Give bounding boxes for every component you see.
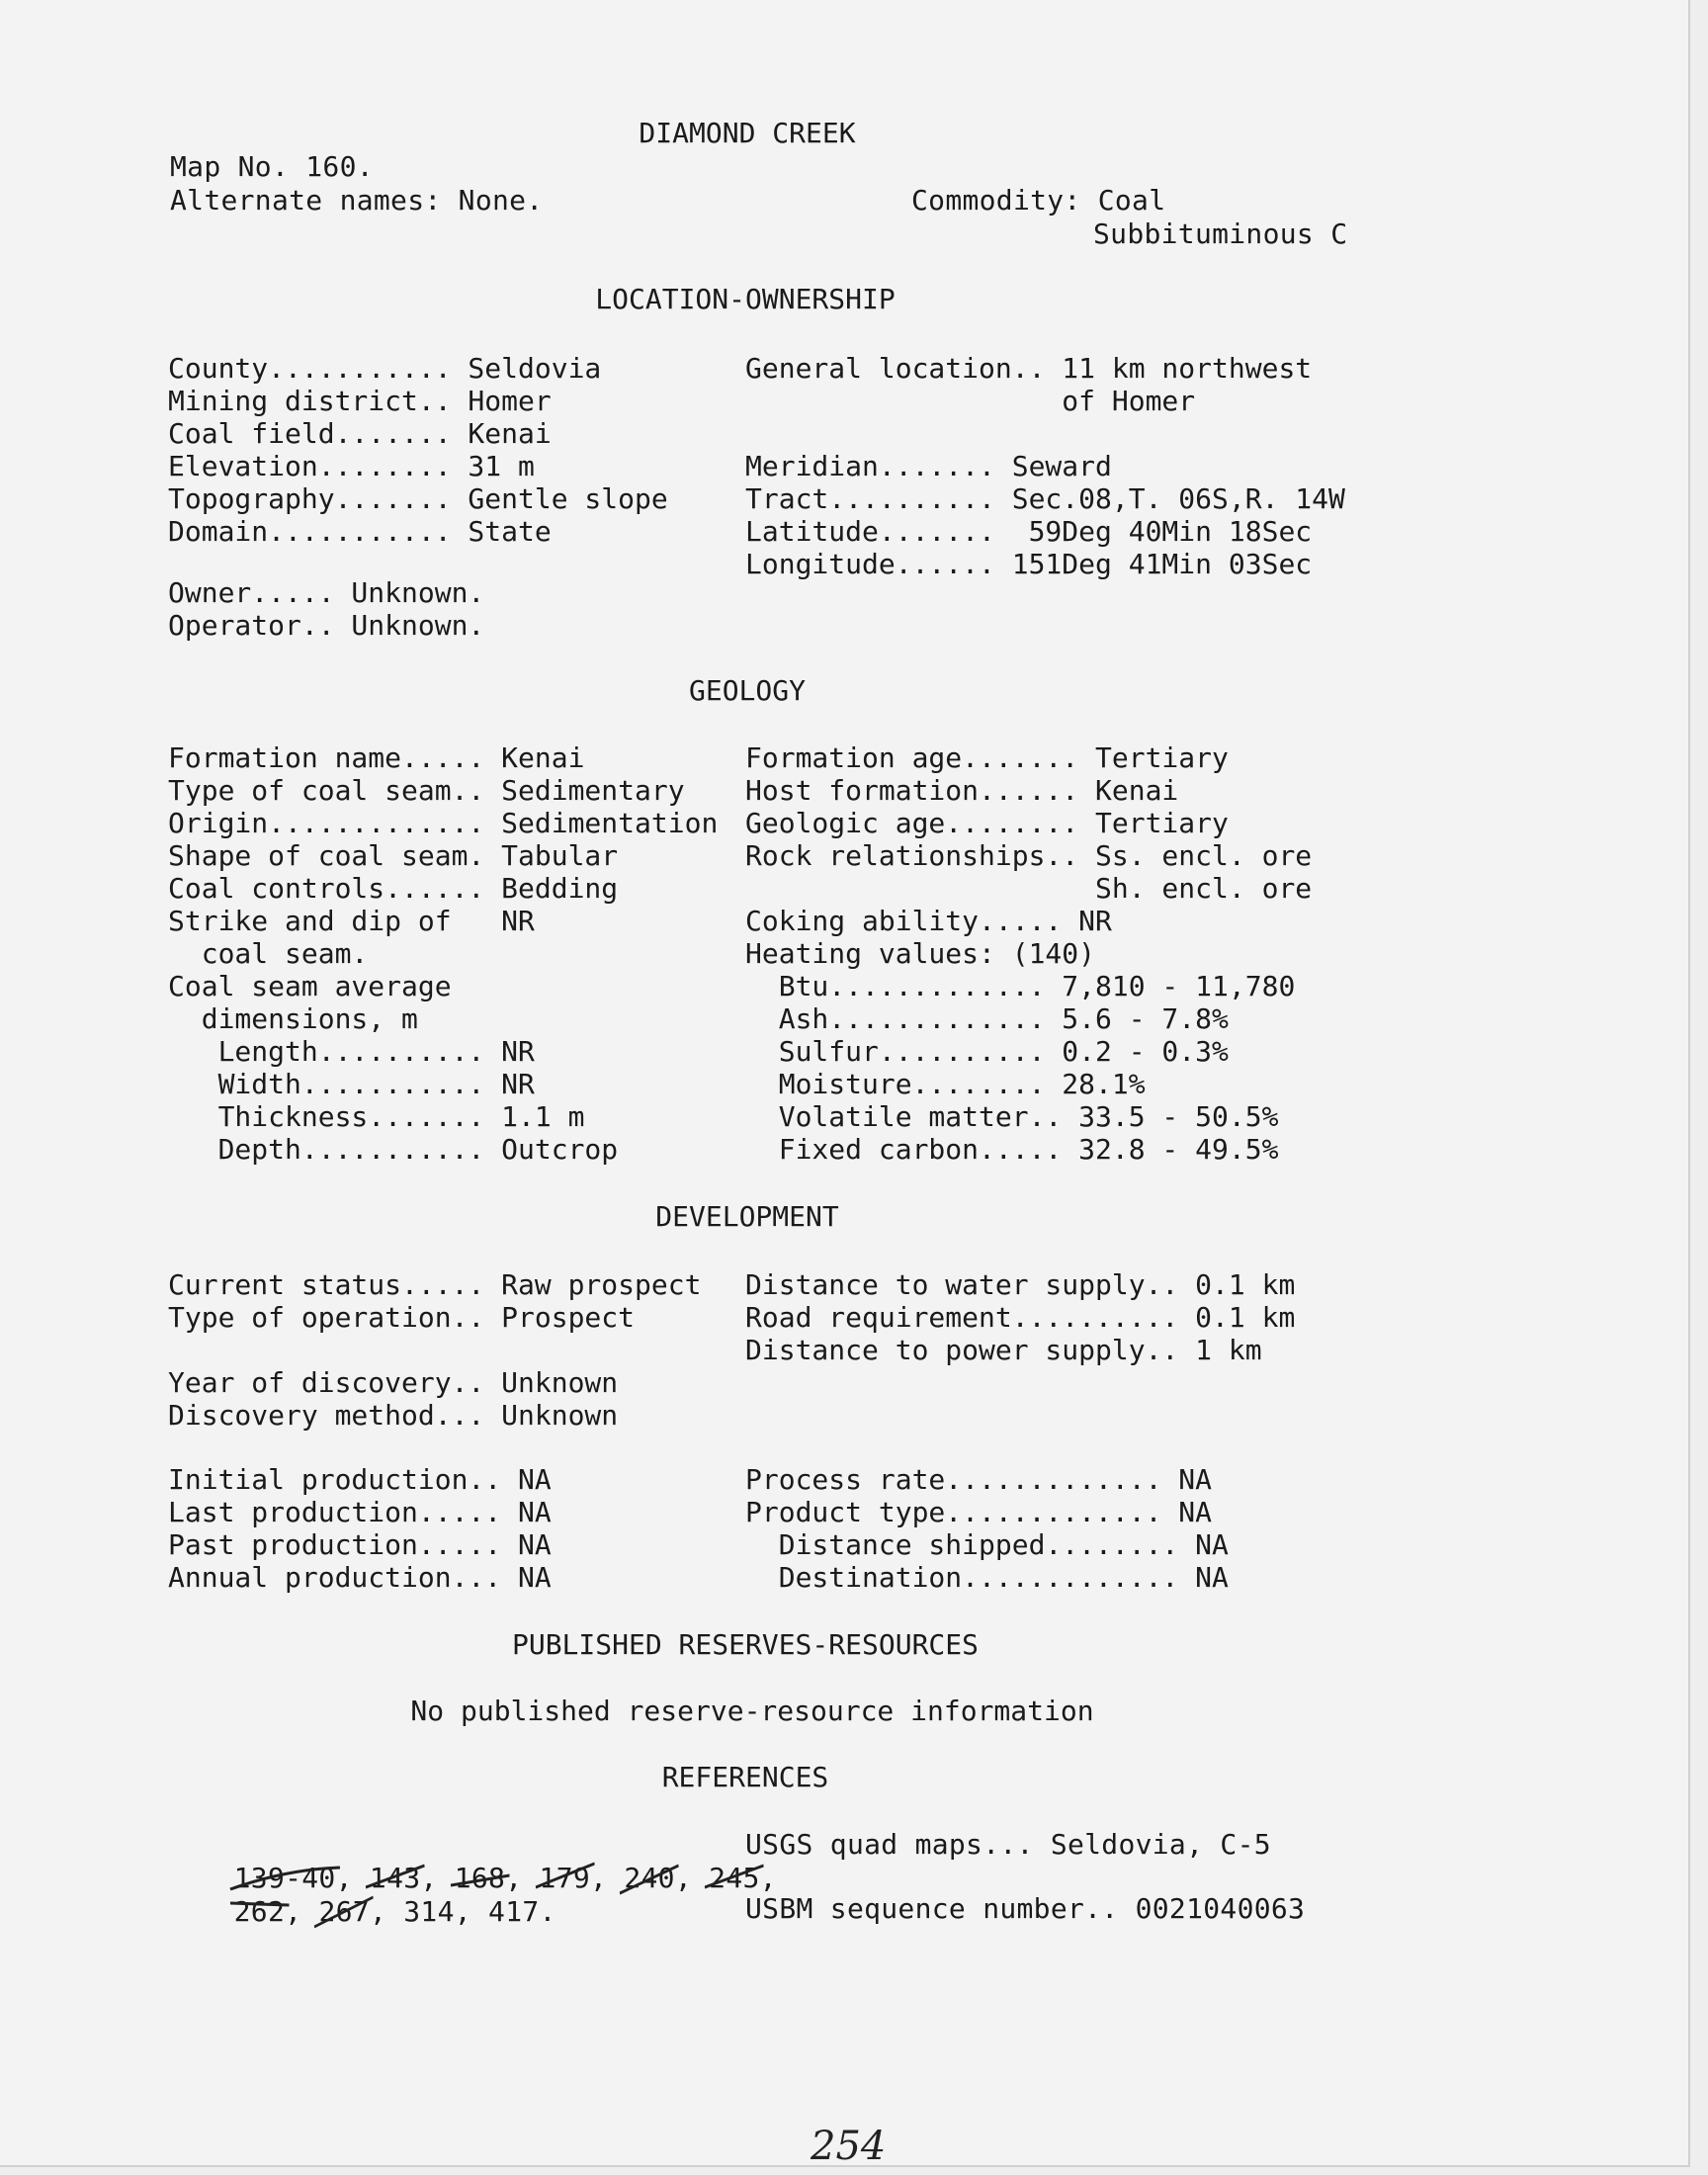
location-field: Elevation........ 31 m [168,450,535,482]
development-left-column [168,1268,701,1334]
geology-field: Width........... NR [168,1068,535,1100]
development-field: Current status..... Raw prospect [168,1268,702,1301]
geology-field: Fixed carbon..... 32.8 - 49.5% [745,1133,1279,1166]
section-heading-location: LOCATION-OWNERSHIP [595,283,896,315]
production-field: Last production..... NA [168,1496,552,1528]
geology-left-column [168,741,718,1166]
production-field: Past production..... NA [168,1528,552,1561]
strike-mark [314,1897,373,1927]
location-field: Coal field....... Kenai [168,417,552,450]
struck-reference: 168 [455,1862,505,1895]
geology-field: Coking ability..... NR [745,905,1112,937]
struck-reference: 143 [370,1862,420,1895]
geology-field: Length.......... NR [168,1035,535,1068]
geology-field: Strike and dip of NR [168,905,535,937]
discovery-block [168,1366,618,1432]
alternate-names: Alternate names: None. [170,184,544,217]
geology-field: Sh. encl. ore [745,872,1313,905]
handwritten-page-number: 254 [811,2124,887,2169]
commodity-type: Subbituminous C [1093,218,1348,250]
geology-field: Formation name..... Kenai [168,741,585,774]
map-number: Map No. 160. [170,150,374,183]
production-field: Annual production... NA [168,1561,552,1594]
usgs-quad-maps: USGS quad maps... Seldovia, C-5 [745,1828,1271,1861]
production-field: Product type............. NA [745,1496,1213,1528]
struck-reference: 240 [624,1862,674,1895]
reference-list-line-1: 139-40 , 143 , 168 , 179 , 240 , 245 , [166,1828,777,1895]
development-field: Distance to water supply.. 0.1 km [745,1268,1296,1301]
remaining-references: 314, 417. [403,1895,556,1928]
location-field: General location.. 11 km northwest [745,352,1313,385]
production-field: Initial production.. NA [168,1463,552,1496]
geology-field: Btu............. 7,810 - 11,780 [745,970,1296,1002]
location-field: Meridian....... Seward [745,450,1112,482]
geology-field: Coal controls...... Bedding [168,872,619,905]
geology-field: Sulfur.......... 0.2 - 0.3% [745,1035,1229,1068]
geology-field: Heating values: (140) [745,937,1096,970]
development-field: Discovery method... Unknown [168,1399,619,1432]
struck-reference: 262 [234,1895,285,1929]
geology-field: Depth........... Outcrop [168,1133,619,1166]
geology-field: Thickness....... 1.1 m [168,1100,585,1133]
owner-field: Owner..... Unknown. [168,576,485,609]
document-title: DIAMOND CREEK [639,117,856,149]
location-right-column [745,352,1345,580]
usbm-sequence-number: USBM sequence number.. 0021040063 [745,1892,1306,1925]
development-field: Distance to power supply.. 1 km [745,1334,1262,1366]
location-field: Topography....... Gentle slope [168,482,668,515]
geology-right-column [745,741,1312,1166]
ownership-block [168,576,484,642]
development-right-column [745,1268,1295,1366]
location-field: Domain........... State [168,515,552,548]
reserves-text: No published reserve-resource information [410,1695,1094,1727]
geology-field: Formation age....... Tertiary [745,741,1229,774]
production-field: Process rate............. NA [745,1463,1213,1496]
geology-field: Moisture........ 28.1% [745,1068,1146,1100]
geology-field: Rock relationships.. Ss. encl. ore [745,839,1313,872]
section-heading-development: DEVELOPMENT [655,1200,839,1233]
geology-field: Geologic age........ Tertiary [745,807,1229,839]
geology-field: Shape of coal seam. Tabular [168,839,619,872]
section-heading-reserves: PUBLISHED RESERVES-RESOURCES [511,1628,979,1661]
location-left-column [168,352,668,548]
struck-reference: 179 [540,1862,590,1895]
struck-reference: 139-40 [234,1862,336,1895]
geology-field: Coal seam average [168,970,452,1002]
operator-field: Operator.. Unknown. [168,609,485,642]
location-field: Tract.......... Sec.08,T. 06S,R. 14W [745,482,1345,515]
production-field: Destination............. NA [745,1561,1229,1594]
location-field [745,417,1345,450]
geology-field: coal seam. [168,937,369,970]
development-field: Year of discovery.. Unknown [168,1366,619,1399]
geology-field: dimensions, m [168,1002,418,1035]
geology-field: Origin............. Sedimentation [168,807,719,839]
location-field: Mining district.. Homer [168,385,552,417]
strike-mark [620,1864,678,1893]
geology-field: Type of coal seam.. Sedimentary [168,774,685,807]
geology-field: Volatile matter.. 33.5 - 50.5% [745,1100,1279,1133]
location-field: County........... Seldovia [168,352,602,385]
production-left-column [168,1463,552,1594]
struck-reference: 245 [709,1862,759,1895]
geology-field: Ash............. 5.6 - 7.8% [745,1002,1229,1035]
strike-mark [230,1897,289,1927]
commodity: Commodity: Coal [911,184,1166,217]
location-field: Longitude...... 151Deg 41Min 03Sec [745,548,1313,580]
location-field: of Homer [745,385,1196,417]
struck-reference: 267 [318,1895,369,1929]
reference-list-line-2: 262 , 267 , 314, 417. [166,1862,556,1929]
development-field: Type of operation.. Prospect [168,1301,636,1334]
location-field: Latitude....... 59Deg 40Min 18Sec [745,515,1313,548]
production-field: Distance shipped........ NA [745,1528,1229,1561]
section-heading-references: REFERENCES [661,1761,829,1793]
production-right-column [745,1463,1229,1594]
geology-field: Host formation...... Kenai [745,774,1179,807]
section-heading-geology: GEOLOGY [688,674,806,707]
development-field: Road requirement.......... 0.1 km [745,1301,1296,1334]
strike-mark [705,1864,763,1893]
